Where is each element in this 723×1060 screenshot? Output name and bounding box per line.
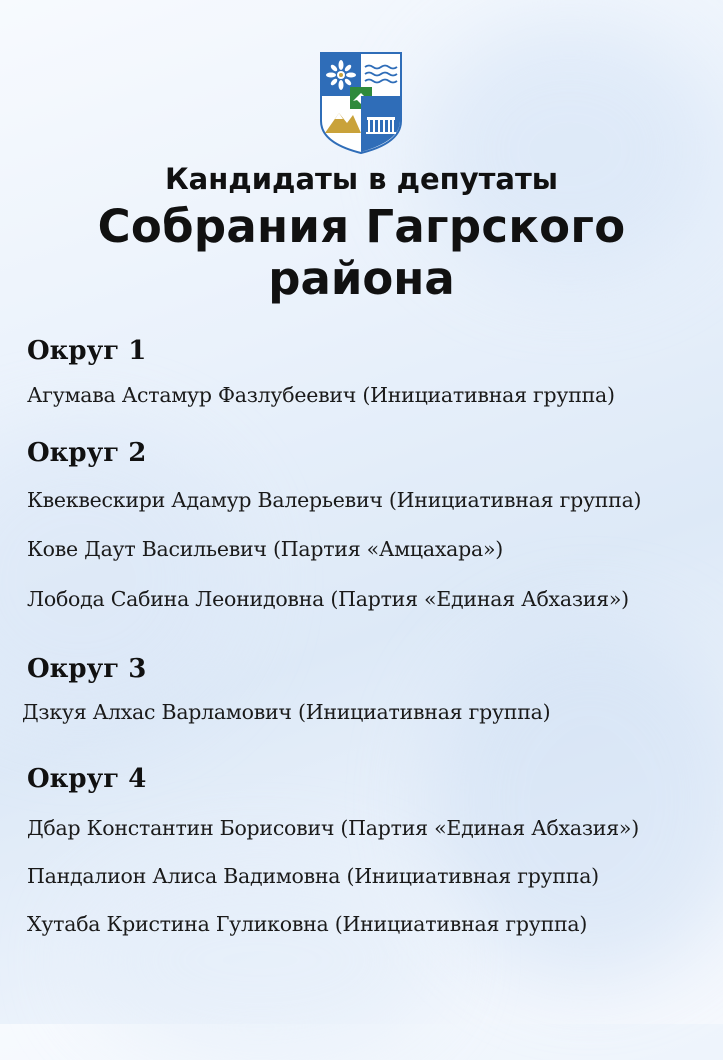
page-title-line-3: района: [268, 252, 455, 305]
gagra-district-coat-of-arms-icon: [319, 51, 403, 155]
district-heading: Округ 4: [27, 764, 147, 794]
background-glow: [80, 860, 440, 1060]
candidate-item: Хутаба Кристина Гуликовна (Инициативная группа): [27, 912, 588, 936]
candidate-item: Квеквескири Адамур Валерьевич (Инициативная группа): [27, 488, 642, 512]
candidate-item: Дбар Константин Борисович (Партия «Единая Абхазия»): [27, 816, 639, 840]
candidate-item: Дзкуя Алхас Варламович (Инициативная группа): [22, 700, 551, 724]
candidate-item: Лобода Сабина Леонидовна (Партия «Единая Абхазия»): [27, 587, 629, 611]
candidate-item: Кове Даут Васильевич (Партия «Амцахара»): [27, 537, 503, 561]
candidate-item: Пандалион Алиса Вадимовна (Инициативная группа): [27, 864, 599, 888]
district-heading: Округ 1: [27, 336, 147, 366]
district-heading: Округ 3: [27, 654, 147, 684]
page-title-line-1: Кандидаты в депутаты: [164, 162, 559, 196]
background-glow: [0, 430, 240, 730]
district-heading: Округ 2: [27, 438, 147, 468]
candidate-item: Агумава Астамур Фазлубеевич (Инициативная группа): [27, 383, 615, 407]
page-title-line-2: Собрания Гагрского: [97, 200, 626, 253]
